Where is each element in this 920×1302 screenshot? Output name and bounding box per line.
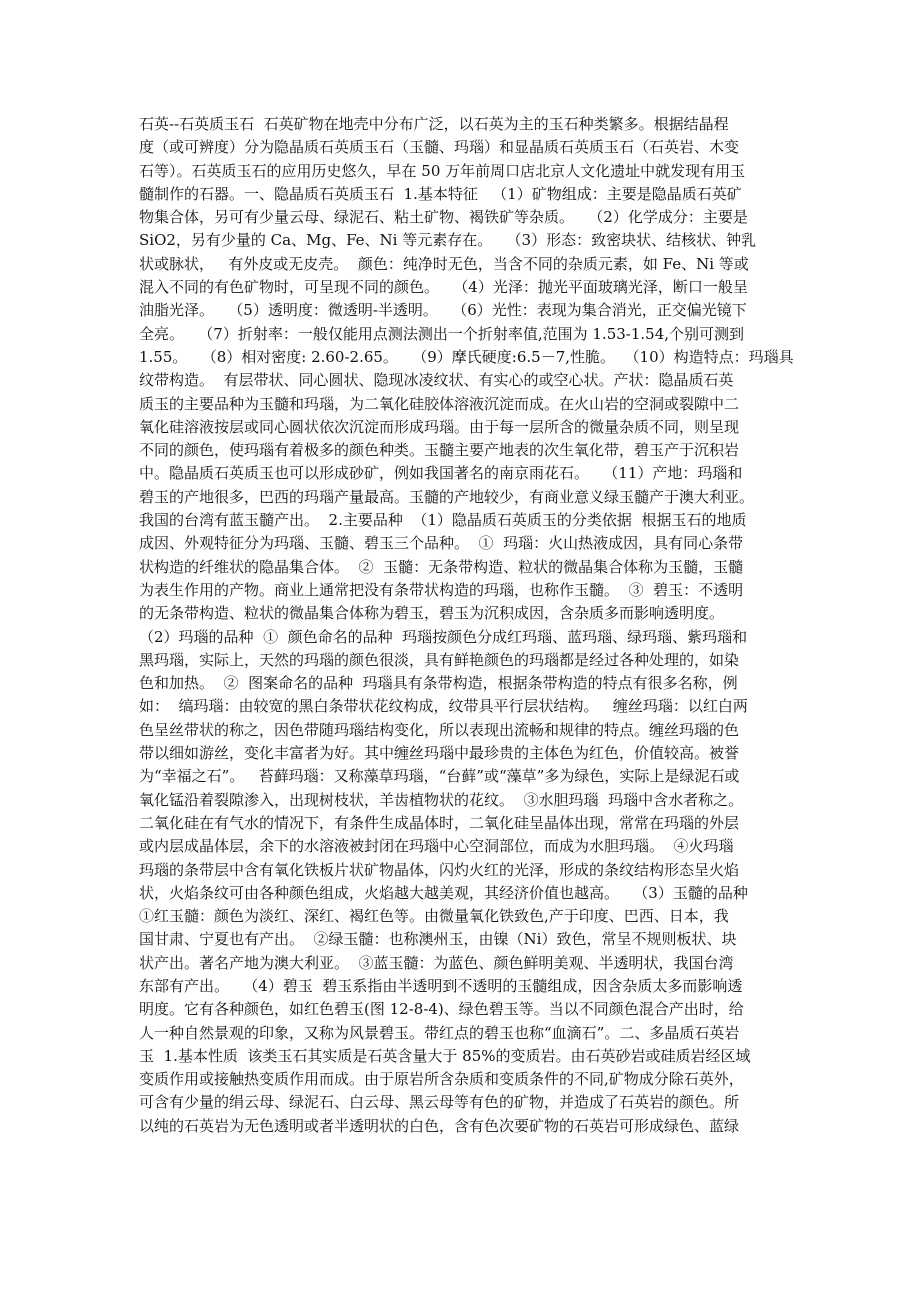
text-line: 石等）。石英质玉石的应用历史悠久，早在 50 万年前周口店北京人文化遗址中就发现有用玉 [139, 161, 746, 180]
text-line: 二氧化硅在有气水的情况下，有条件生成晶体时，二氧化硅呈晶体出现，常常在玛瑙的外层 [139, 813, 740, 832]
text-line: 质玉的主要品种为玉髓和玛瑙，为二氧化硅胶体溶液沉淀而成。在火山岩的空洞或裂隙中二 [139, 394, 740, 413]
text-line: 色呈丝带状的称之，因色带随玛瑙结构变化，所以表现出流畅和规律的特点。缠丝玛瑙的色 [139, 720, 740, 739]
text-line: 度（或可辨度）分为隐晶质石英质玉石（玉髓、玛瑙）和显晶质石英质玉石（石英岩、木变 [139, 138, 740, 157]
text-line: 变质作用或接触热变质作用而成。由于原岩所含杂质和变质条件的不同,矿物成分除石英外， [139, 1070, 744, 1089]
text-line: 状产出。著名产地为澳大利亚。 ③蓝玉髓：为蓝色、颜色鲜明美观、半透明状，我国台湾 [139, 953, 734, 972]
text-line: 玛瑙的条带层中含有氧化铁板片状矿物晶体，闪灼火红的光泽，形成的条纹结构形态呈火焰 [139, 860, 740, 879]
text-line: 全亮。 （7）折射率：一般仅能用点测法测出一个折射率值,范围为 1.53-1.54,个别可测到 [139, 324, 745, 343]
text-line: 髓制作的石器。一、隐晶质石英质玉石 1.基本特征 （1）矿物组成：主要是隐晶质石英矿 [139, 184, 742, 203]
text-line: 明度。它有各种颜色，如红色碧玉(图 12-8-4)、绿色碧玉等。当以不同颜色混合产出时，给 [139, 1000, 744, 1019]
text-line: 黑玛瑙，实际上，天然的玛瑙的颜色很淡，具有鲜艳颜色的玛瑙都是经过各种处理的，如染 [139, 650, 740, 669]
text-line: 碧玉的产地很多，巴西的玛瑙产量最高。玉髓的产地较少，有商业意义绿玉髓产于澳大利亚。 [139, 487, 755, 506]
text-line: 混入不同的有色矿物时，可呈现不同的颜色。 （4）光泽：抛光平面玻璃光泽，断口一般呈 [139, 278, 748, 297]
text-line: 物集合体，另可有少量云母、绿泥石、粘土矿物、褐铁矿等杂质。 （2）化学成分：主要是 [139, 208, 748, 227]
text-line: 我国的台湾有蓝玉髓产出。 2.主要品种 （1）隐晶质石英质玉的分类依据 根据玉石的地质 [139, 511, 747, 530]
text-line: 氧化锰沿着裂隙渗入，出现树枝状，羊齿植物状的花纹。 ③水胆玛瑙 玛瑙中含水者称之。 [139, 790, 744, 809]
text-line: 的无条带构造、粒状的微晶集合体称为碧玉，碧玉为沉积成因，含杂质多而影响透明度。 [139, 604, 725, 623]
text-line: 东部有产出。 （4）碧玉 碧玉系指由半透明到不透明的玉髓组成，因含杂质太多而影响透 [139, 976, 743, 995]
text-line: 状，火焰条纹可由各种颜色组成，火焰越大越美观，其经济价值也越高。 （3）玉髓的品种 [139, 883, 748, 902]
document-body [139, 113, 795, 1138]
text-line: 状或脉状， 有外皮或无皮壳。 颜色：纯净时无色，当含不同的杂质元素，如 Fe、Ni 等或 [139, 254, 749, 273]
text-line: 带以细如游丝，变化丰富者为好。其中缠丝玛瑙中最珍贵的主体色为红色，价值较高。被誉 [139, 744, 740, 763]
text-line: 为表生作用的产物。商业上通常把没有条带状构造的玛瑙，也称作玉髓。 ③ 碧玉：不透明 [139, 580, 744, 599]
text-line: 1.55。 （8）相对密度: 2.60-2.65。 （9）摩氏硬度:6.5－7,性脆。 （10）构造特点：玛瑙具 [139, 347, 794, 366]
text-line: 石英--石英质玉石 石英矿物在地壳中分布广泛，以石英为主的玉石种类繁多。根据结晶程 [139, 115, 729, 133]
text-line: 国甘肃、宁夏也有产出。 ②绿玉髓：也称澳州玉，由镍（Ni）致色，常呈不规则板状、块 [139, 930, 737, 949]
text-line: 不同的颜色，使玛瑙有着极多的颜色种类。玉髓主要产地表的次生氧化带，碧玉产于沉积岩 [139, 441, 740, 460]
text-line: 或内层成晶体层，余下的水溶液被封闭在玛瑙中心空洞部位，而成为水胆玛瑙。 ④火玛瑙 [139, 837, 734, 856]
text-line: 色和加热。 ② 图案命名的品种 玛瑙具有条带构造，根据条带构造的特点有很多名称，例 [139, 674, 738, 693]
text-line: 以纯的石英岩为无色透明或者半透明状的白色，含有色次要矿物的石英岩可形成绿色、蓝绿 [139, 1116, 740, 1135]
text-line: 氧化硅溶液按层或同心圆状依次沉淀而形成玛瑙。由于每一层所含的微量杂质不同，则呈现 [139, 417, 740, 436]
text-line: 如： 缟玛瑙：由较宽的黑白条带状花纹构成，纹带具平行层状结构。 缠丝玛瑙：以红白两 [139, 697, 748, 716]
text-line: SiO2，另有少量的 Ca、Mg、Fe、Ni 等元素存在。 （3）形态：致密块状、结核状、钟乳 [139, 231, 757, 250]
text-line: 可含有少量的绢云母、绿泥石、白云母、黑云母等有色的矿物，并造成了石英岩的颜色。所 [139, 1093, 740, 1112]
text-line: 中。隐晶质石英质玉也可以形成砂矿，例如我国著名的南京雨花石。 （11）产地：玛瑙和 [139, 464, 743, 483]
text-line: 纹带构造。 有层带状、同心圆状、隐现冰凌纹状、有实心的或空心状。产状：隐晶质石英 [139, 371, 734, 390]
text-line: 油脂光泽。 （5）透明度：微透明-半透明。 （6）光性：表现为集合消光，正交偏光镜下 [139, 301, 747, 320]
text-line: 人一种自然景观的印象，又称为风景碧玉。带红点的碧玉也称“血滴石”。二、多晶质石英岩 [139, 1023, 740, 1042]
text-line: （2）玛瑙的品种 ① 颜色命名的品种 玛瑙按颜色分成红玛瑙、蓝玛瑙、绿玛瑙、紫玛瑙和 [139, 627, 748, 646]
text-line: 状构造的纤维状的隐晶集合体。 ② 玉髓：无条带构造、粒状的微晶集合体称为玉髓，玉髓 [139, 557, 744, 576]
text-line: 玉 1.基本性质 该类玉石其实质是石英含量大于 85%的变质岩。由石英砂岩或硅质岩经区域 [139, 1046, 751, 1065]
text-line: ①红玉髓：颜色为淡红、深红、褐红色等。由微量氧化铁致色,产于印度、巴西、日本，我 [139, 907, 729, 926]
text-line: 为“幸福之石”。 苔藓玛瑙：又称藻草玛瑙，“台藓”或“藻草”多为绿色，实际上是绿泥石或 [139, 767, 740, 786]
text-line: 成因、外观特征分为玛瑙、玉髓、碧玉三个品种。 ① 玛瑙：火山热液成因，具有同心条带 [139, 534, 744, 553]
